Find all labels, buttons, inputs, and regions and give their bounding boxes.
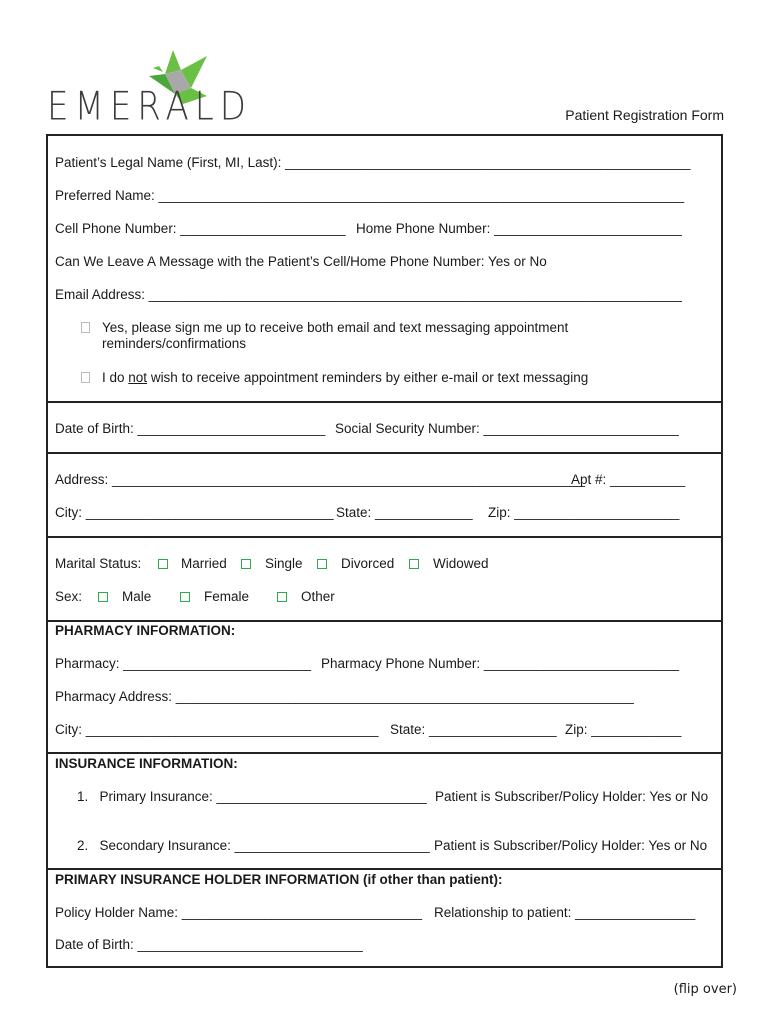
other-checkbox[interactable] [277,589,287,605]
female-checkbox[interactable] [180,589,190,605]
legal-name-field[interactable]: Patient’s Legal Name (First, MI, Last): ______________________________________________________ [55,155,691,170]
registration-form [46,134,723,968]
pharmacy-phone-field[interactable]: Pharmacy Phone Number: __________________________ [321,656,680,671]
single-label: Single [265,556,303,571]
address-field[interactable]: Address: _______________________________________________________________ [55,472,586,487]
flip-over-note: (flip over) [673,982,737,997]
pharmacy-address-field[interactable]: Pharmacy Address: _____________________________________________________________ [55,689,634,704]
apt-field[interactable]: Apt #: __________ [571,472,686,487]
relationship-field[interactable]: Relationship to patient: ________________ [434,905,696,920]
pharmacy-state-field[interactable]: State: _________________ [390,722,557,737]
section-divider [48,536,721,538]
opt-in-label: Yes, please sign me up to receive both email and text messaging appointment [102,320,569,335]
sex-label: Sex: [55,589,83,604]
single-checkbox[interactable] [241,556,251,572]
policy-holder-name-field[interactable]: Policy Holder Name: ________________________________ [55,905,423,920]
city-field[interactable]: City: _________________________________ [55,505,334,520]
form-title: Patient Registration Form [565,107,724,123]
opt-in-checkbox[interactable] [81,320,90,336]
widowed-label: Widowed [433,556,489,571]
section-divider [48,752,721,754]
ssn-field[interactable]: Social Security Number: __________________________ [335,421,679,436]
zip-field[interactable]: Zip: ______________________ [488,505,680,520]
state-field[interactable]: State: _____________ [336,505,473,520]
female-label: Female [204,589,250,604]
preferred-name-field[interactable]: Preferred Name: ______________________________________________________________________ [55,188,685,203]
male-label: Male [122,589,152,604]
widowed-checkbox[interactable] [409,556,419,572]
home-phone-field[interactable]: Home Phone Number: _________________________ [356,221,682,236]
email-field[interactable]: Email Address: _______________________________________________________________________ [55,287,682,302]
opt-out-checkbox[interactable] [81,370,90,386]
insurance-heading: INSURANCE INFORMATION: [55,756,238,771]
male-checkbox[interactable] [98,589,108,605]
secondary-holder-question[interactable]: Patient is Subscriber/Policy Holder: Yes or No [434,838,708,853]
other-label: Other [301,589,335,604]
divorced-checkbox[interactable] [317,556,327,572]
marital-status-label: Marital Status: [55,556,142,571]
holder-heading: PRIMARY INSURANCE HOLDER INFORMATION (if other than patient): [55,872,503,887]
primary-holder-question[interactable]: Patient is Subscriber/Policy Holder: Yes or No [435,789,709,804]
secondary-insurance-field[interactable]: 2. Secondary Insurance: __________________________ [77,838,430,853]
section-divider [48,620,721,622]
married-label: Married [181,556,227,571]
opt-in-label-continued: reminders/confirmations [102,336,247,351]
holder-dob-field[interactable]: Date of Birth: ______________________________ [55,937,363,952]
dob-field[interactable]: Date of Birth: _________________________ [55,421,326,436]
section-divider [48,401,721,403]
opt-out-label: I do not wish to receive appointment reminders by either e-mail or text messaging [102,370,589,385]
section-divider [48,868,721,870]
divorced-label: Divorced [341,556,395,571]
pharmacy-field[interactable]: Pharmacy: _________________________ [55,656,311,671]
section-divider [48,452,721,454]
cell-phone-field[interactable]: Cell Phone Number: ______________________ [55,221,346,236]
primary-insurance-field[interactable]: 1. Primary Insurance: ____________________________ [77,789,427,804]
married-checkbox[interactable] [158,556,168,572]
pharmacy-heading: PHARMACY INFORMATION: [55,623,236,638]
not-emphasis: not [128,370,148,385]
pharmacy-city-field[interactable]: City: _______________________________________ [55,722,379,737]
brand-wordmark: EMERALD [47,84,252,130]
pharmacy-zip-field[interactable]: Zip: ____________ [565,722,682,737]
leave-message-question[interactable]: Can We Leave A Message with the Patient’s Cell/Home Phone Number: Yes or No [55,254,547,269]
